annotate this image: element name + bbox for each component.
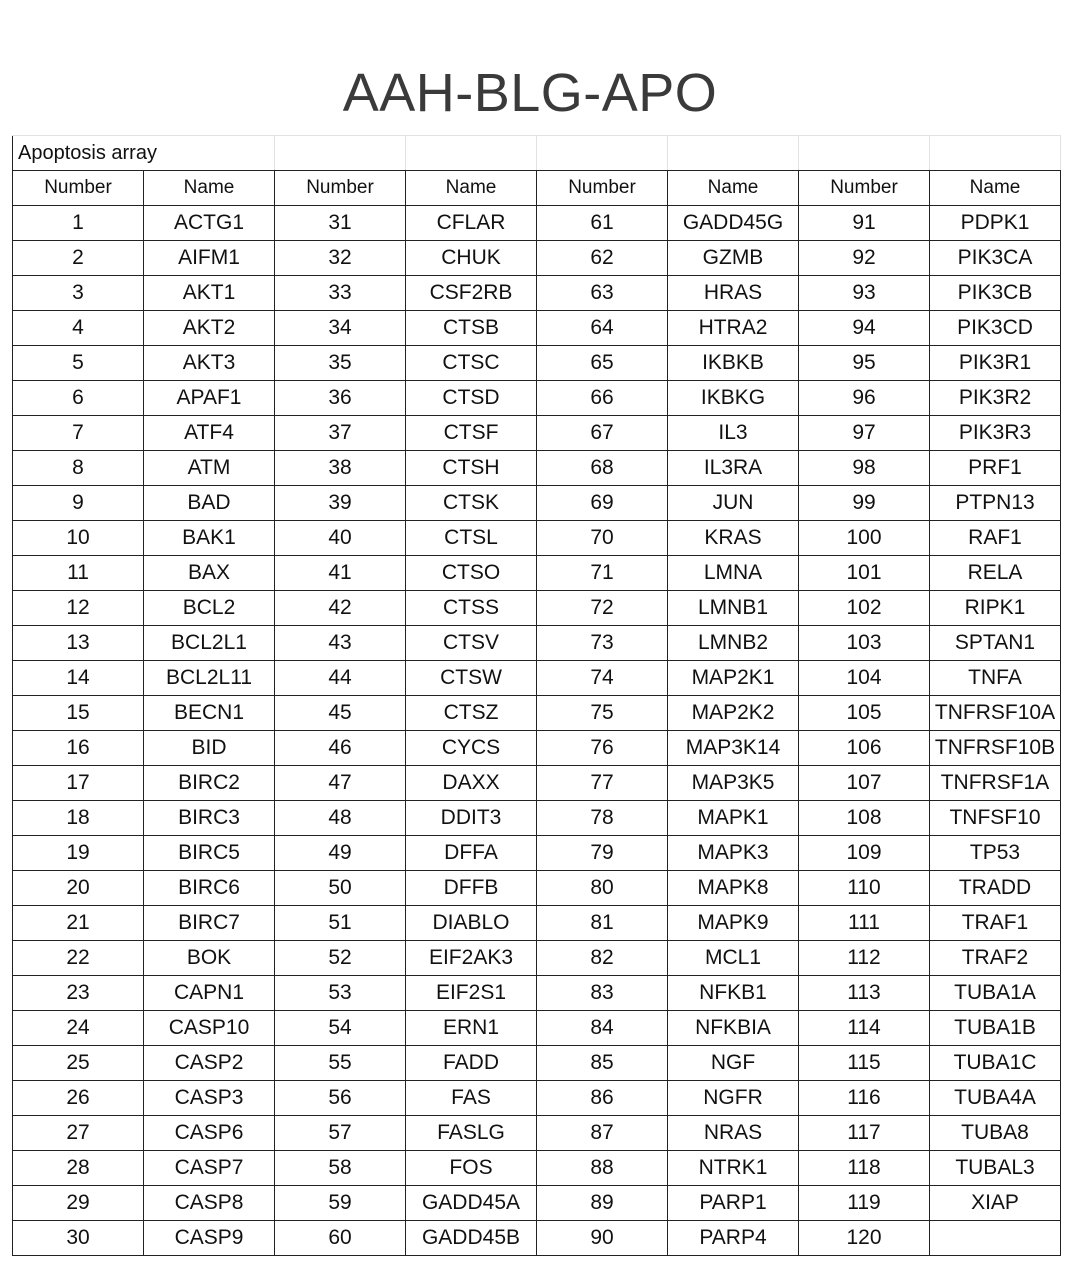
gene-name-cell: PIK3R2 xyxy=(930,381,1061,416)
gene-name-cell: BAX xyxy=(144,556,275,591)
gene-name-cell: RIPK1 xyxy=(930,591,1061,626)
gene-name-cell: LMNB2 xyxy=(668,626,799,661)
empty-cell xyxy=(537,136,668,171)
gene-name-cell: ATM xyxy=(144,451,275,486)
gene-name-cell: AKT3 xyxy=(144,346,275,381)
gene-name-cell: AKT1 xyxy=(144,276,275,311)
table-row xyxy=(13,766,1061,801)
table-row xyxy=(13,801,1061,836)
gene-name-cell: PARP4 xyxy=(668,1221,799,1256)
number-cell: 79 xyxy=(537,836,668,871)
number-cell: 40 xyxy=(275,521,406,556)
gene-name-cell: IL3 xyxy=(668,416,799,451)
number-cell: 56 xyxy=(275,1081,406,1116)
gene-name-cell: PIK3CA xyxy=(930,241,1061,276)
gene-name-cell: CHUK xyxy=(406,241,537,276)
number-cell: 57 xyxy=(275,1116,406,1151)
empty-cell xyxy=(668,136,799,171)
number-cell: 8 xyxy=(13,451,144,486)
number-cell: 77 xyxy=(537,766,668,801)
header-number: Number xyxy=(537,171,668,206)
gene-name-cell: CASP7 xyxy=(144,1151,275,1186)
number-cell: 113 xyxy=(799,976,930,1011)
empty-cell xyxy=(930,136,1061,171)
number-cell: 53 xyxy=(275,976,406,1011)
number-cell: 88 xyxy=(537,1151,668,1186)
number-cell: 90 xyxy=(537,1221,668,1256)
table-row xyxy=(13,626,1061,661)
table-row xyxy=(13,346,1061,381)
number-cell: 93 xyxy=(799,276,930,311)
gene-name-cell: CTSH xyxy=(406,451,537,486)
header-name: Name xyxy=(668,171,799,206)
header-number: Number xyxy=(799,171,930,206)
gene-name-cell: TUBA1C xyxy=(930,1046,1061,1081)
number-cell: 91 xyxy=(799,206,930,241)
number-cell: 96 xyxy=(799,381,930,416)
number-cell: 101 xyxy=(799,556,930,591)
table-row xyxy=(13,486,1061,521)
number-cell: 83 xyxy=(537,976,668,1011)
gene-name-cell: BIRC2 xyxy=(144,766,275,801)
table-row xyxy=(13,206,1061,241)
gene-name-cell: GADD45G xyxy=(668,206,799,241)
number-cell: 3 xyxy=(13,276,144,311)
gene-name-cell: CASP3 xyxy=(144,1081,275,1116)
gene-name-cell: CTSO xyxy=(406,556,537,591)
number-cell: 2 xyxy=(13,241,144,276)
gene-name-cell: TRAF1 xyxy=(930,906,1061,941)
gene-name-cell: CASP8 xyxy=(144,1186,275,1221)
table-row xyxy=(13,451,1061,486)
empty-cell xyxy=(406,136,537,171)
gene-name-cell: ATF4 xyxy=(144,416,275,451)
gene-name-cell: BIRC5 xyxy=(144,836,275,871)
number-cell: 27 xyxy=(13,1116,144,1151)
gene-name-cell: IKBKB xyxy=(668,346,799,381)
number-cell: 80 xyxy=(537,871,668,906)
apoptosis-array-table xyxy=(12,135,1061,1256)
gene-name-cell: CTSS xyxy=(406,591,537,626)
number-cell: 110 xyxy=(799,871,930,906)
gene-name-cell: DAXX xyxy=(406,766,537,801)
number-cell: 35 xyxy=(275,346,406,381)
gene-name-cell: XIAP xyxy=(930,1186,1061,1221)
header-number: Number xyxy=(13,171,144,206)
gene-name-cell: RAF1 xyxy=(930,521,1061,556)
table-row xyxy=(13,836,1061,871)
gene-name-cell: GADD45B xyxy=(406,1221,537,1256)
number-cell: 54 xyxy=(275,1011,406,1046)
gene-name-cell: SPTAN1 xyxy=(930,626,1061,661)
gene-name-cell: NTRK1 xyxy=(668,1151,799,1186)
number-cell: 85 xyxy=(537,1046,668,1081)
number-cell: 20 xyxy=(13,871,144,906)
number-cell: 105 xyxy=(799,696,930,731)
number-cell: 52 xyxy=(275,941,406,976)
table-row xyxy=(13,731,1061,766)
gene-name-cell: GZMB xyxy=(668,241,799,276)
gene-name-cell: MAPK8 xyxy=(668,871,799,906)
table-row xyxy=(13,1011,1061,1046)
table-row xyxy=(13,311,1061,346)
gene-name-cell: PIK3CB xyxy=(930,276,1061,311)
gene-name-cell: PIK3R1 xyxy=(930,346,1061,381)
number-cell: 7 xyxy=(13,416,144,451)
gene-name-cell: TRAF2 xyxy=(930,941,1061,976)
gene-name-cell: TNFRSF10A xyxy=(930,696,1061,731)
number-cell: 119 xyxy=(799,1186,930,1221)
header-name: Name xyxy=(930,171,1061,206)
number-cell: 108 xyxy=(799,801,930,836)
gene-name-cell: TUBAL3 xyxy=(930,1151,1061,1186)
number-cell: 111 xyxy=(799,906,930,941)
gene-name-cell: AKT2 xyxy=(144,311,275,346)
number-cell: 117 xyxy=(799,1116,930,1151)
gene-name-cell: CTSD xyxy=(406,381,537,416)
gene-name-cell: APAF1 xyxy=(144,381,275,416)
gene-name-cell: HTRA2 xyxy=(668,311,799,346)
table-row xyxy=(13,1186,1061,1221)
gene-name-cell: CTSW xyxy=(406,661,537,696)
gene-name-cell: DDIT3 xyxy=(406,801,537,836)
gene-name-cell: FOS xyxy=(406,1151,537,1186)
table-row xyxy=(13,276,1061,311)
number-cell: 21 xyxy=(13,906,144,941)
number-cell: 31 xyxy=(275,206,406,241)
number-cell: 23 xyxy=(13,976,144,1011)
table-row xyxy=(13,416,1061,451)
number-cell: 58 xyxy=(275,1151,406,1186)
gene-name-cell: FASLG xyxy=(406,1116,537,1151)
number-cell: 109 xyxy=(799,836,930,871)
gene-name-cell: CASP9 xyxy=(144,1221,275,1256)
gene-name-cell: PDPK1 xyxy=(930,206,1061,241)
number-cell: 4 xyxy=(13,311,144,346)
number-cell: 60 xyxy=(275,1221,406,1256)
gene-name-cell: CSF2RB xyxy=(406,276,537,311)
gene-name-cell: NGF xyxy=(668,1046,799,1081)
gene-name-cell: PARP1 xyxy=(668,1186,799,1221)
table-caption: Apoptosis array xyxy=(13,136,275,171)
number-cell: 61 xyxy=(537,206,668,241)
number-cell: 103 xyxy=(799,626,930,661)
gene-name-cell: CTSC xyxy=(406,346,537,381)
header-name: Name xyxy=(406,171,537,206)
number-cell: 68 xyxy=(537,451,668,486)
number-cell: 63 xyxy=(537,276,668,311)
number-cell: 66 xyxy=(537,381,668,416)
gene-name-cell: BAD xyxy=(144,486,275,521)
number-cell: 84 xyxy=(537,1011,668,1046)
number-cell: 41 xyxy=(275,556,406,591)
table-row xyxy=(13,696,1061,731)
number-cell: 106 xyxy=(799,731,930,766)
number-cell: 48 xyxy=(275,801,406,836)
number-cell: 95 xyxy=(799,346,930,381)
gene-name-cell: IKBKG xyxy=(668,381,799,416)
number-cell: 71 xyxy=(537,556,668,591)
number-cell: 116 xyxy=(799,1081,930,1116)
table-row xyxy=(13,591,1061,626)
gene-name-cell: MAP2K1 xyxy=(668,661,799,696)
number-cell: 12 xyxy=(13,591,144,626)
gene-name-cell xyxy=(930,1221,1061,1256)
gene-name-cell: GADD45A xyxy=(406,1186,537,1221)
gene-name-cell: CTSB xyxy=(406,311,537,346)
table-header-row xyxy=(13,171,1061,206)
number-cell: 30 xyxy=(13,1221,144,1256)
number-cell: 13 xyxy=(13,626,144,661)
gene-name-cell: BCL2L1 xyxy=(144,626,275,661)
gene-name-cell: DFFB xyxy=(406,871,537,906)
number-cell: 39 xyxy=(275,486,406,521)
number-cell: 94 xyxy=(799,311,930,346)
header-name: Name xyxy=(144,171,275,206)
number-cell: 59 xyxy=(275,1186,406,1221)
number-cell: 24 xyxy=(13,1011,144,1046)
number-cell: 36 xyxy=(275,381,406,416)
number-cell: 37 xyxy=(275,416,406,451)
gene-name-cell: CTSF xyxy=(406,416,537,451)
number-cell: 16 xyxy=(13,731,144,766)
gene-name-cell: BOK xyxy=(144,941,275,976)
gene-name-cell: CASP6 xyxy=(144,1116,275,1151)
gene-name-cell: TNFA xyxy=(930,661,1061,696)
number-cell: 76 xyxy=(537,731,668,766)
number-cell: 28 xyxy=(13,1151,144,1186)
gene-name-cell: MCL1 xyxy=(668,941,799,976)
gene-name-cell: RELA xyxy=(930,556,1061,591)
number-cell: 55 xyxy=(275,1046,406,1081)
number-cell: 1 xyxy=(13,206,144,241)
number-cell: 5 xyxy=(13,346,144,381)
number-cell: 86 xyxy=(537,1081,668,1116)
empty-cell xyxy=(275,136,406,171)
gene-name-cell: DIABLO xyxy=(406,906,537,941)
table-row xyxy=(13,1046,1061,1081)
gene-name-cell: MAP2K2 xyxy=(668,696,799,731)
number-cell: 75 xyxy=(537,696,668,731)
number-cell: 73 xyxy=(537,626,668,661)
gene-name-cell: TNFRSF1A xyxy=(930,766,1061,801)
gene-name-cell: MAPK1 xyxy=(668,801,799,836)
number-cell: 19 xyxy=(13,836,144,871)
number-cell: 44 xyxy=(275,661,406,696)
number-cell: 115 xyxy=(799,1046,930,1081)
gene-name-cell: EIF2S1 xyxy=(406,976,537,1011)
number-cell: 6 xyxy=(13,381,144,416)
number-cell: 14 xyxy=(13,661,144,696)
table-row xyxy=(13,1081,1061,1116)
number-cell: 33 xyxy=(275,276,406,311)
number-cell: 99 xyxy=(799,486,930,521)
number-cell: 47 xyxy=(275,766,406,801)
gene-name-cell: ERN1 xyxy=(406,1011,537,1046)
gene-name-cell: JUN xyxy=(668,486,799,521)
number-cell: 25 xyxy=(13,1046,144,1081)
number-cell: 120 xyxy=(799,1221,930,1256)
table-row xyxy=(13,1151,1061,1186)
gene-name-cell: CYCS xyxy=(406,731,537,766)
number-cell: 74 xyxy=(537,661,668,696)
gene-name-cell: BCL2L11 xyxy=(144,661,275,696)
gene-name-cell: NRAS xyxy=(668,1116,799,1151)
gene-name-cell: TNFSF10 xyxy=(930,801,1061,836)
number-cell: 45 xyxy=(275,696,406,731)
number-cell: 112 xyxy=(799,941,930,976)
gene-name-cell: NGFR xyxy=(668,1081,799,1116)
gene-name-cell: CTSZ xyxy=(406,696,537,731)
number-cell: 97 xyxy=(799,416,930,451)
gene-name-cell: PTPN13 xyxy=(930,486,1061,521)
table-row xyxy=(13,1116,1061,1151)
table-row xyxy=(13,241,1061,276)
number-cell: 15 xyxy=(13,696,144,731)
number-cell: 82 xyxy=(537,941,668,976)
gene-name-cell: DFFA xyxy=(406,836,537,871)
gene-name-cell: LMNA xyxy=(668,556,799,591)
gene-name-cell: KRAS xyxy=(668,521,799,556)
gene-name-cell: TNFRSF10B xyxy=(930,731,1061,766)
number-cell: 104 xyxy=(799,661,930,696)
gene-name-cell: LMNB1 xyxy=(668,591,799,626)
number-cell: 65 xyxy=(537,346,668,381)
gene-name-cell: BAK1 xyxy=(144,521,275,556)
number-cell: 107 xyxy=(799,766,930,801)
gene-name-cell: TUBA4A xyxy=(930,1081,1061,1116)
gene-name-cell: CTSL xyxy=(406,521,537,556)
number-cell: 92 xyxy=(799,241,930,276)
gene-name-cell: TP53 xyxy=(930,836,1061,871)
table-row xyxy=(13,941,1061,976)
gene-name-cell: MAP3K5 xyxy=(668,766,799,801)
gene-name-cell: AIFM1 xyxy=(144,241,275,276)
number-cell: 67 xyxy=(537,416,668,451)
number-cell: 51 xyxy=(275,906,406,941)
gene-name-cell: BCL2 xyxy=(144,591,275,626)
table-row xyxy=(13,871,1061,906)
gene-name-cell: BID xyxy=(144,731,275,766)
table-row xyxy=(13,661,1061,696)
empty-cell xyxy=(799,136,930,171)
gene-name-cell: MAPK9 xyxy=(668,906,799,941)
number-cell: 78 xyxy=(537,801,668,836)
number-cell: 29 xyxy=(13,1186,144,1221)
number-cell: 50 xyxy=(275,871,406,906)
number-cell: 49 xyxy=(275,836,406,871)
number-cell: 81 xyxy=(537,906,668,941)
number-cell: 69 xyxy=(537,486,668,521)
gene-name-cell: CTSV xyxy=(406,626,537,661)
gene-name-cell: FADD xyxy=(406,1046,537,1081)
gene-name-cell: CASP2 xyxy=(144,1046,275,1081)
number-cell: 42 xyxy=(275,591,406,626)
number-cell: 118 xyxy=(799,1151,930,1186)
number-cell: 22 xyxy=(13,941,144,976)
number-cell: 32 xyxy=(275,241,406,276)
number-cell: 98 xyxy=(799,451,930,486)
number-cell: 102 xyxy=(799,591,930,626)
gene-name-cell: TUBA1A xyxy=(930,976,1061,1011)
number-cell: 70 xyxy=(537,521,668,556)
gene-name-cell: NFKBIA xyxy=(668,1011,799,1046)
table-row xyxy=(13,521,1061,556)
gene-name-cell: PRF1 xyxy=(930,451,1061,486)
number-cell: 62 xyxy=(537,241,668,276)
gene-name-cell: TUBA8 xyxy=(930,1116,1061,1151)
table-row xyxy=(13,556,1061,591)
page-title: AAH-BLG-APO xyxy=(342,63,718,123)
gene-name-cell: BECN1 xyxy=(144,696,275,731)
number-cell: 18 xyxy=(13,801,144,836)
number-cell: 46 xyxy=(275,731,406,766)
number-cell: 114 xyxy=(799,1011,930,1046)
gene-name-cell: TRADD xyxy=(930,871,1061,906)
number-cell: 17 xyxy=(13,766,144,801)
number-cell: 72 xyxy=(537,591,668,626)
gene-name-cell: BIRC6 xyxy=(144,871,275,906)
number-cell: 11 xyxy=(13,556,144,591)
gene-name-cell: MAPK3 xyxy=(668,836,799,871)
gene-name-cell: PIK3R3 xyxy=(930,416,1061,451)
gene-name-cell: NFKB1 xyxy=(668,976,799,1011)
number-cell: 10 xyxy=(13,521,144,556)
header-number: Number xyxy=(275,171,406,206)
table-caption-row xyxy=(13,136,1061,171)
gene-name-cell: PIK3CD xyxy=(930,311,1061,346)
gene-name-cell: MAP3K14 xyxy=(668,731,799,766)
gene-name-cell: IL3RA xyxy=(668,451,799,486)
gene-name-cell: BIRC3 xyxy=(144,801,275,836)
number-cell: 43 xyxy=(275,626,406,661)
number-cell: 26 xyxy=(13,1081,144,1116)
gene-name-cell: CAPN1 xyxy=(144,976,275,1011)
gene-name-cell: HRAS xyxy=(668,276,799,311)
gene-name-cell: EIF2AK3 xyxy=(406,941,537,976)
number-cell: 100 xyxy=(799,521,930,556)
table-row xyxy=(13,906,1061,941)
table-row xyxy=(13,976,1061,1011)
gene-name-cell: TUBA1B xyxy=(930,1011,1061,1046)
gene-name-cell: CASP10 xyxy=(144,1011,275,1046)
gene-name-cell: CFLAR xyxy=(406,206,537,241)
gene-name-cell: BIRC7 xyxy=(144,906,275,941)
gene-name-cell: CTSK xyxy=(406,486,537,521)
number-cell: 64 xyxy=(537,311,668,346)
gene-name-cell: ACTG1 xyxy=(144,206,275,241)
gene-name-cell: FAS xyxy=(406,1081,537,1116)
table-row xyxy=(13,1221,1061,1256)
number-cell: 89 xyxy=(537,1186,668,1221)
table-row xyxy=(13,381,1061,416)
number-cell: 38 xyxy=(275,451,406,486)
number-cell: 34 xyxy=(275,311,406,346)
number-cell: 87 xyxy=(537,1116,668,1151)
number-cell: 9 xyxy=(13,486,144,521)
